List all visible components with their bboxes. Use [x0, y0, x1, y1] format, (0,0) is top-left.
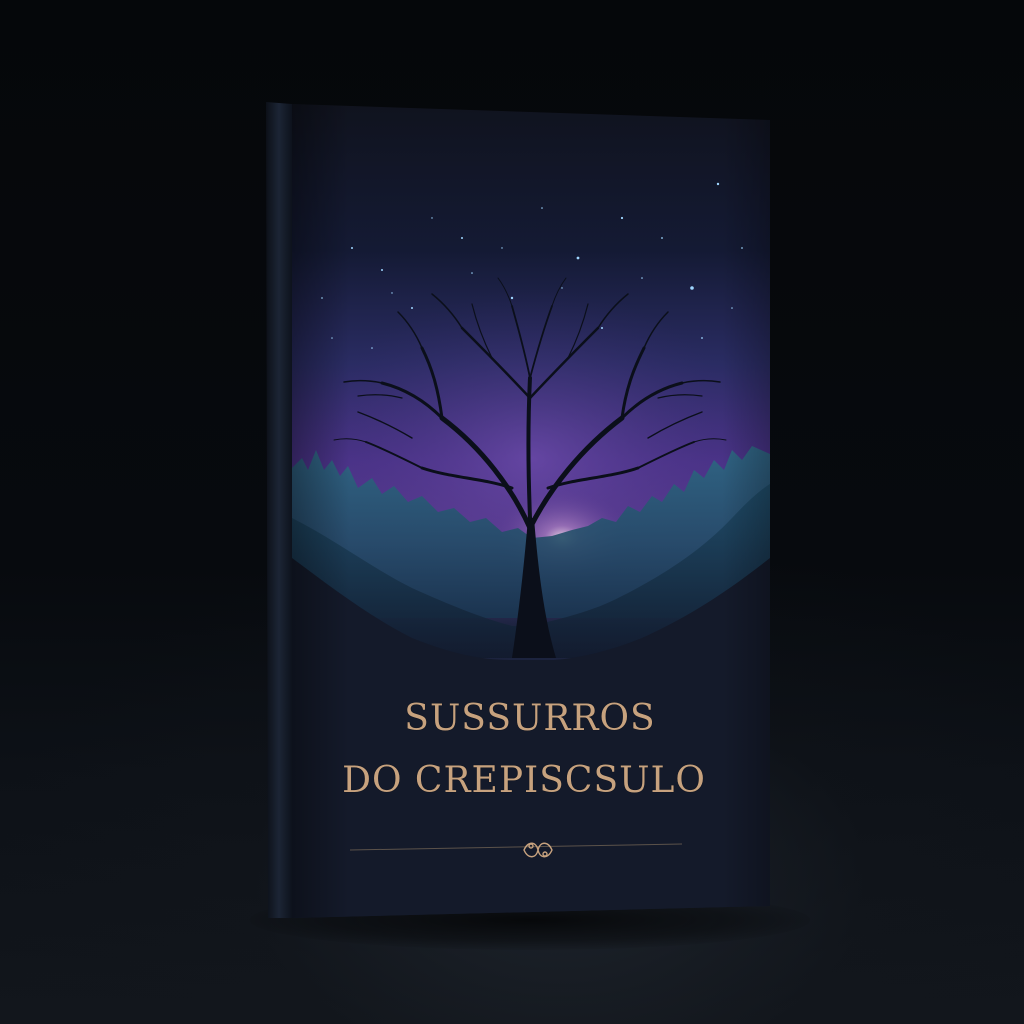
book: [262, 98, 774, 920]
book-title-line-1: SUSSURROS: [404, 698, 656, 739]
book-title-line-2: DO CREPISCSULO: [342, 760, 706, 801]
